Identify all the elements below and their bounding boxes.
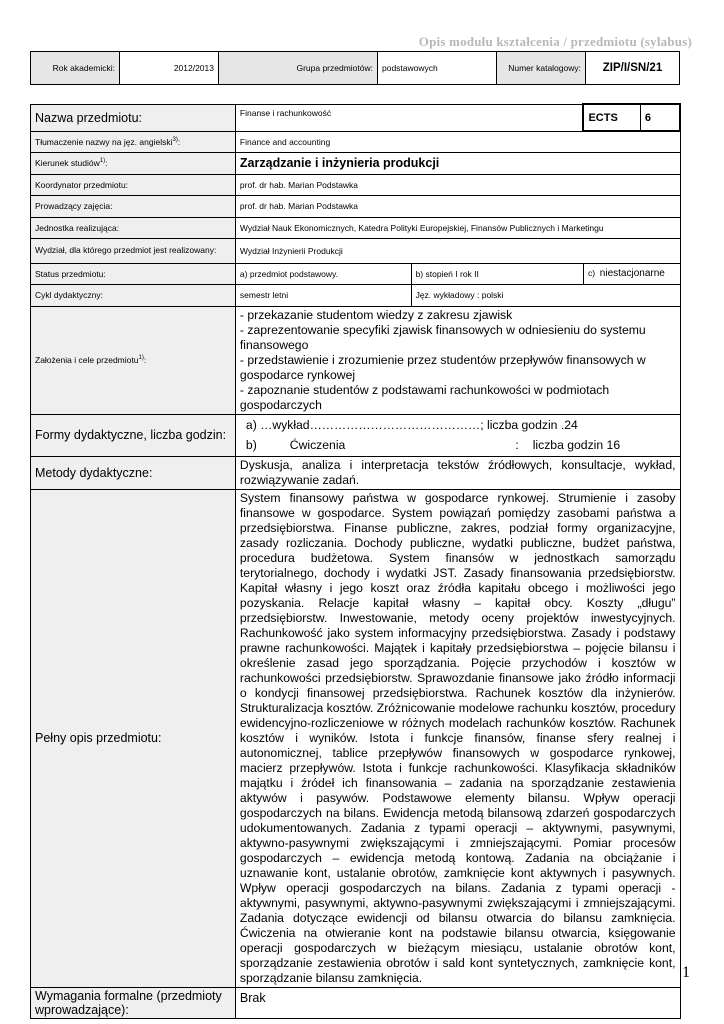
description-value: System finansowy państwa w gospodarce rynkowej. Strumienie i zasoby finansowe w gospodarce. System powiązań pomiędzy zasobami państwa a przedsiębiorstwa. Finanse publiczne, zakres, podział formy organizacyjne, zasady rozliczania. Dochody publiczne, wydatki publiczne, budżet państwa, procedura budżetowa. System finansów w jednostkach samorządu terytorialnego, dochody i wydatki JST. Zasady finansowania przedsiębiorstw. Kapitał własny i jego koszt oraz źródła kapitału obcego i możliwości jego pozyskania. Relacje kapitał własny – kapitał obcy. Koszty „długu” przedsiębiorstw. Inwestowanie, metody oceny projektów inwestycyjnych. Rachunkowość jako system informacyjny przedsiębiorstwa. Zasady i podstawy prawne rachunkowości. Majątek i kapitały przedsiębiorstwa – pojęcie bilansu i określenie zasad jego sporządzania. Pojęcie przychodów i kosztów w rachunkowości przedsiębiorstw. Sprawozdanie finansowe jako źródło informacji o kondycji finansowej przedsiębiorstwa. Rachunek kosztów dla inżynierów. Strukturalizacja kosztów. Zróżnicowanie modelowe rachunku kosztów, procedury ewidencyjno-rozliczeniowe w różnych modelach rachunków kosztów. Rachunek kosztów i wyników. Istota i funkcje finansów, finanse sfery realnej i autonomicznej, tablice przepływów finansowych w gospodarce rynkowej, macierz przepływów. Istota i funkcje rachunkowości. Klasyfikacja składników majątku i źródeł ich finansowania – zadania na sporządzanie zestawienia aktywów i pasywów. Podstawowe elementy bilansu. Wpływ operacji gospodarczych na bilans. Ewidencja metodą bilansową zdarzeń gospodarczych udokumentowanych. Zadania z typami operacji – aktywnymi, pasywnymi, aktywno-pasywnymi zwiększającymi i zmniejszającymi. Pomiar procesów gospodarczych – ewidencja metodą kontową. Zadania na obciążanie i uznawanie kont, ustalanie obrotów, zamknięcie kont aktywnych i pasywnych. Wpływ operacji gospodarczych na bilans. Zadania z typami operacji - aktywnymi, pasywnymi, aktywno-pasywnymi zwiększającymi i zmniejszającymi. Zadania dotyczące ewidencji od bilansu otwarcia do bilansu zamknięcia. Ćwiczenia na otwieranie kont na podstawie bilansu otwarcia, księgowanie operacji gospodarczych w bieżącym miesiącu, ustalanie obrotów kont, sporządzanie zestawienia obrotów i sald kont syntetycznych, zamknięcie kont, sporządzanie bilansu zamknięcia. bbox=[235, 489, 680, 987]
instructor-value: prof. dr hab. Marian Podstawka bbox=[235, 195, 680, 217]
unit-value: Wydział Nauk Ekonomicznych, Katedra Polityki Europejskiej, Finansów Publicznych i Marketingu bbox=[235, 217, 680, 238]
status-c: c) niestacjonarne bbox=[583, 263, 680, 284]
status-b: b) stopień I rok II bbox=[411, 263, 583, 284]
objective-item: - zapoznanie studentów z podstawami rachunkowości w podmiotach gospodarczych bbox=[239, 382, 610, 412]
academic-year-value: 2012/2013 bbox=[120, 52, 219, 85]
field-of-study-value: Zarządzanie i inżynieria produkcji bbox=[235, 152, 680, 174]
forms-exercises: b) Ćwiczenia : liczba godzin 16 bbox=[245, 437, 621, 452]
methods-value: Dyskusja, analiza i interpretacja tekstów źródłowych, konsultacje, wykład, rozwiązywanie zadań. bbox=[235, 456, 680, 489]
forms-value bbox=[235, 414, 680, 456]
coordinator-value: prof. dr hab. Marian Podstawka bbox=[235, 174, 680, 195]
faculty-label: Wydział, dla którego przedmiot jest realizowany: bbox=[31, 238, 236, 263]
faculty-value: Wydział Inżynierii Produkcji bbox=[235, 238, 680, 263]
course-name-label: Nazwa przedmiotu: bbox=[31, 104, 236, 131]
english-name-value: Finance and accounting bbox=[235, 131, 680, 152]
instructor-label: Prowadzący zajęcia: bbox=[31, 195, 236, 217]
objective-item: - przedstawienie i zrozumienie przez studentów przepływów finansowych w gospodarce rynkowej bbox=[239, 352, 646, 382]
catalog-number-label: Numer katalogowy: bbox=[497, 52, 586, 85]
status-a: a) przedmiot podstawowy. bbox=[235, 263, 411, 284]
coordinator-label: Koordynator przedmiotu: bbox=[31, 174, 236, 195]
requirements-value: Brak bbox=[235, 987, 680, 1018]
cycle-label: Cykl dydaktyczny: bbox=[31, 284, 236, 306]
cycle-value: semestr letni bbox=[235, 284, 411, 306]
syllabus-table bbox=[30, 103, 681, 1019]
catalog-number-value: ZIP/I/SN/21 bbox=[586, 52, 680, 85]
forms-lecture: a) …wykład……………………………………; liczba godzin .24 bbox=[245, 417, 578, 432]
methods-label: Metody dydaktyczne: bbox=[31, 456, 236, 489]
forms-label: Formy dydaktyczne, liczba godzin: bbox=[31, 414, 236, 456]
status-label: Status przedmiotu: bbox=[31, 263, 236, 284]
objectives-label: Założenia i cele przedmiotu$^{1)}$: bbox=[31, 306, 236, 414]
course-name-value: Finanse i rachunkowość bbox=[235, 104, 583, 131]
ects-value: 6 bbox=[640, 104, 680, 131]
field-of-study-label: Kierunek studiów$^{1)}$: bbox=[31, 152, 236, 174]
description-label: Pełny opis przedmiotu: bbox=[31, 489, 236, 987]
academic-year-label: Rok akademicki: bbox=[31, 52, 120, 85]
subject-group-label: Grupa przedmiotów: bbox=[219, 52, 378, 85]
document-header-title: Opis modułu kształcenia / przedmiotu (sylabus) bbox=[418, 34, 692, 49]
page-number: 1 bbox=[682, 964, 690, 981]
top-info-table bbox=[30, 51, 680, 85]
unit-label: Jednostka realizująca: bbox=[31, 217, 236, 238]
objectives-value bbox=[235, 306, 680, 414]
requirements-label: Wymagania formalne (przedmioty wprowadzające): bbox=[31, 987, 236, 1018]
subject-group-value: podstawowych bbox=[378, 52, 497, 85]
english-name-label: Tłumaczenie nazwy na jęz. angielski$^{3)}$: bbox=[31, 131, 236, 152]
ects-label: ECTS bbox=[583, 104, 640, 131]
language-value: Jęz. wykładowy : polski bbox=[411, 284, 680, 306]
objective-item: - zaprezentowanie specyfiki zjawisk finansowych w odniesieniu do systemu finansowego bbox=[239, 322, 646, 352]
objective-item: - przekazanie studentom wiedzy z zakresu zjawisk bbox=[239, 307, 513, 322]
